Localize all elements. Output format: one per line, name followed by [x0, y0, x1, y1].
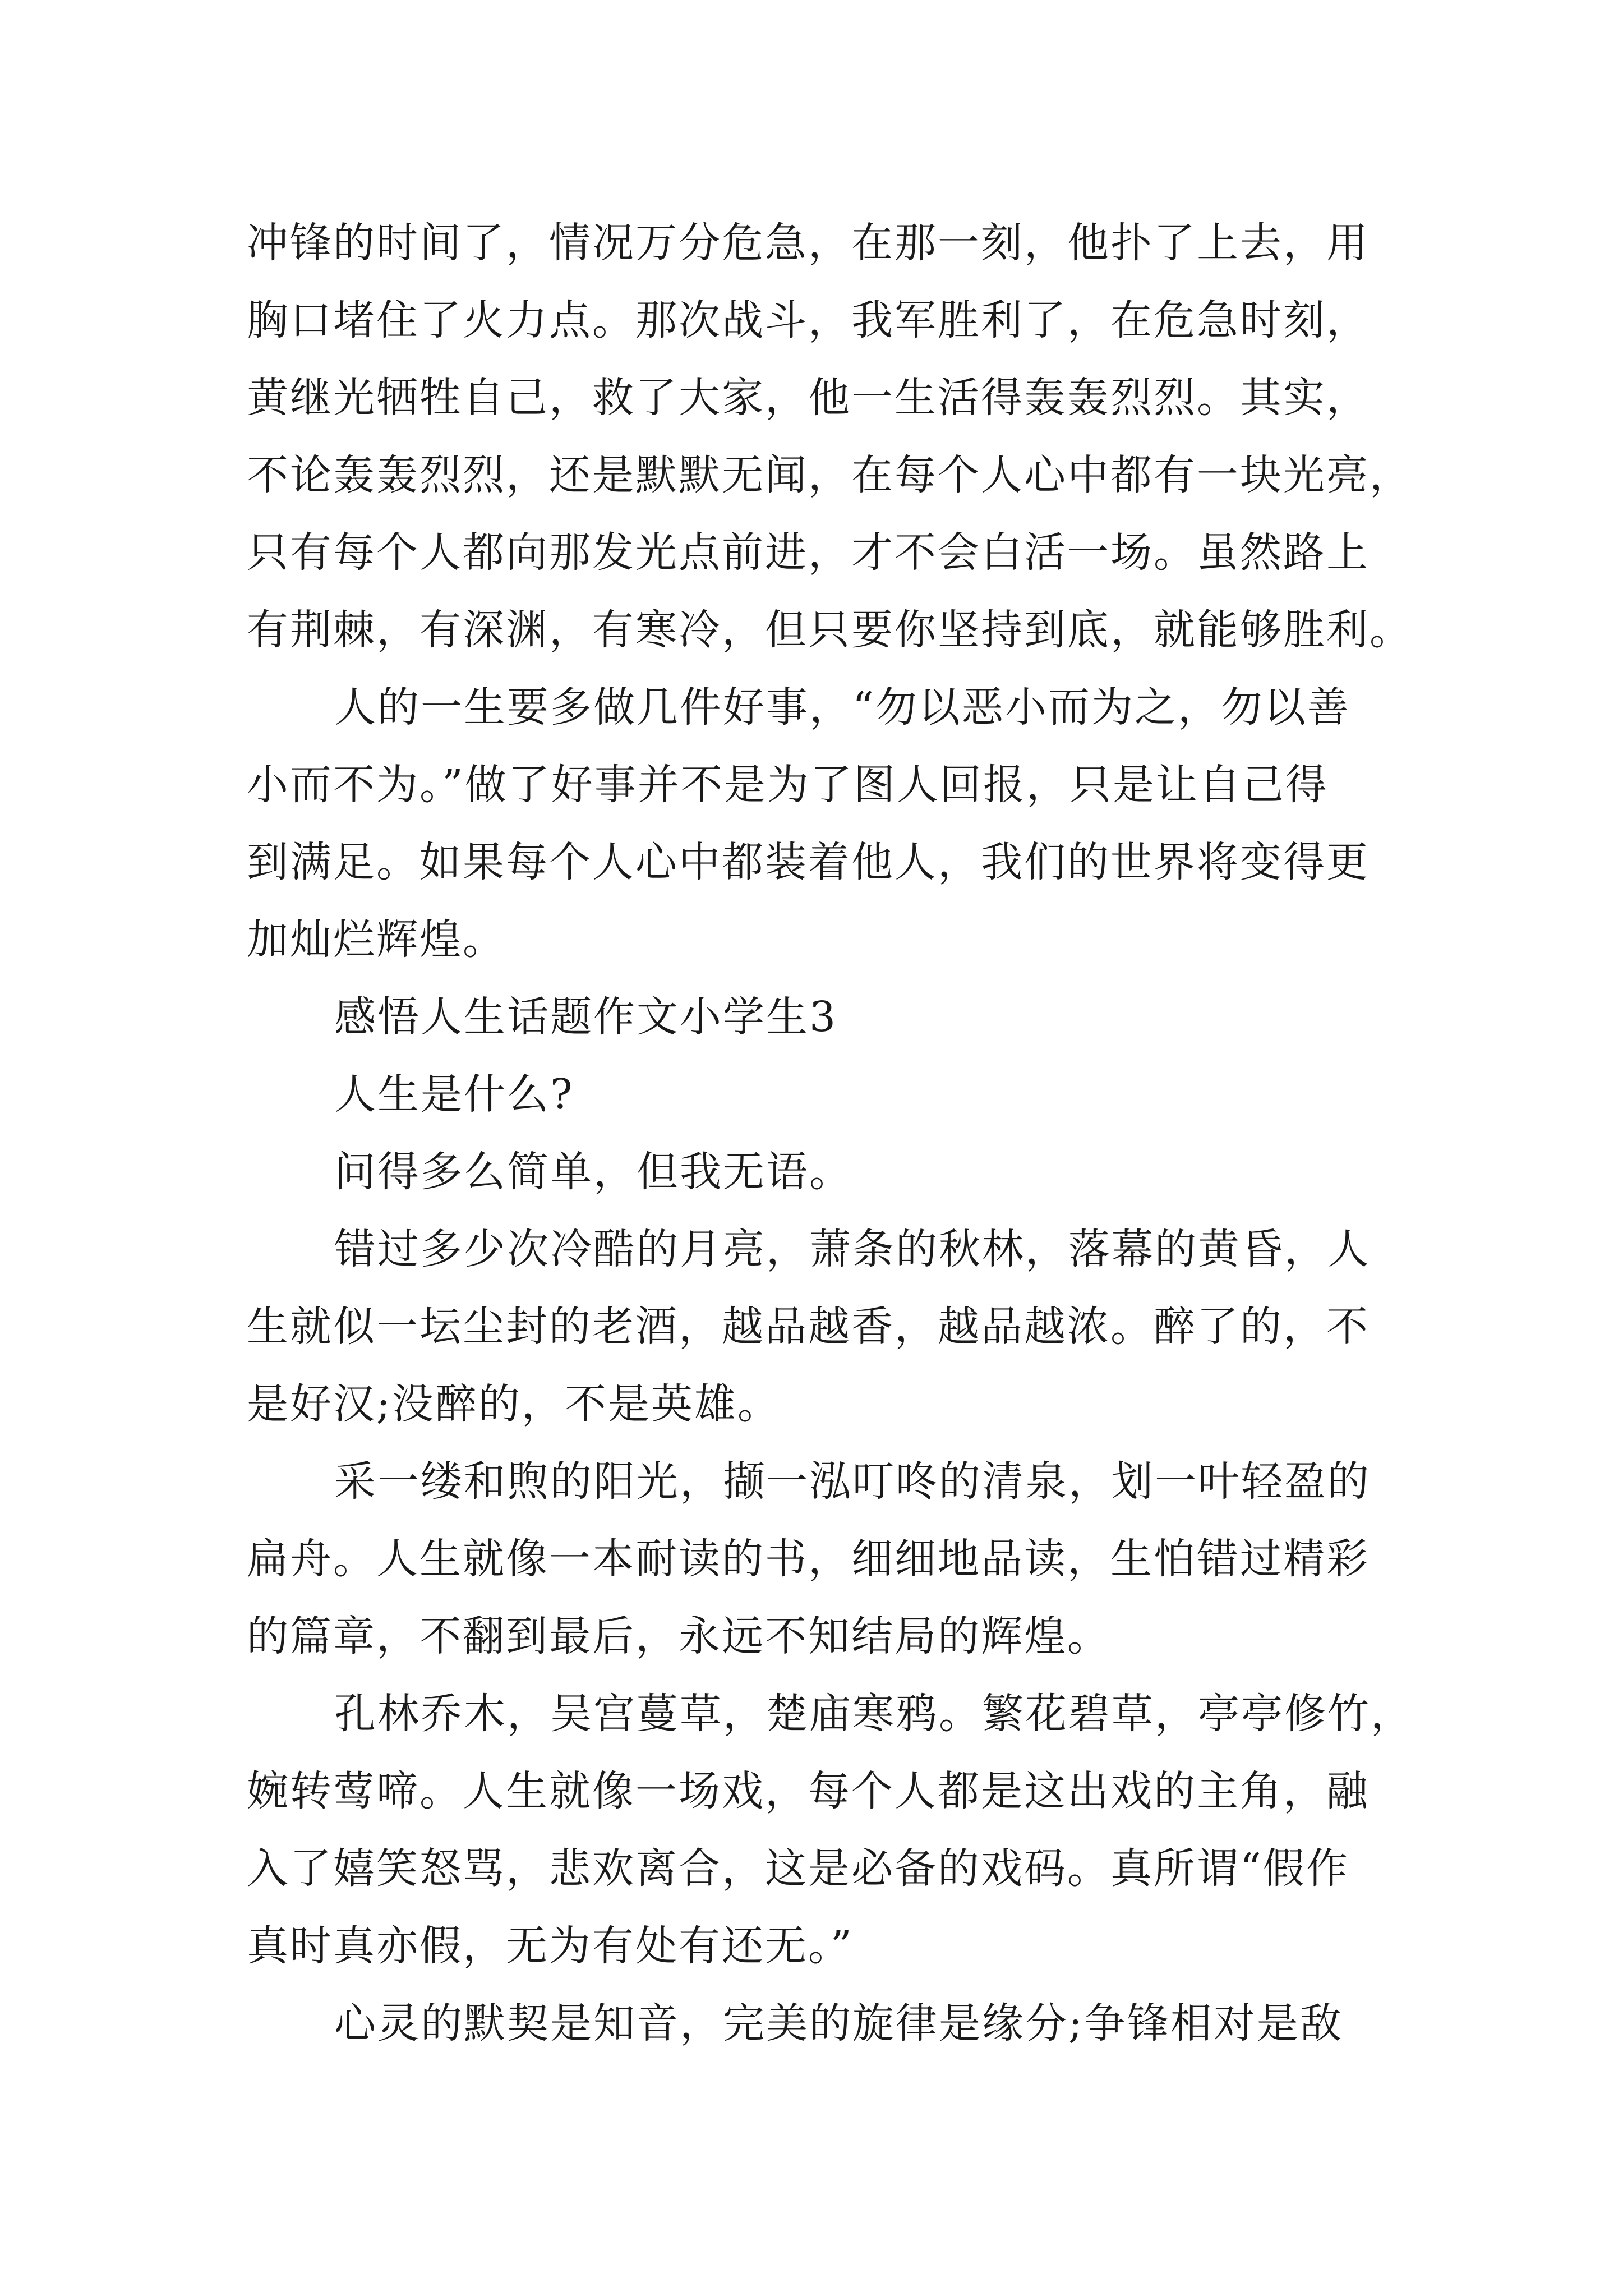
paragraph-first-line: 人的一生要多做几件好事，“勿以恶小而为之，勿以善	[334, 683, 1350, 731]
paragraph-first-line: 人生是什么?	[334, 1070, 574, 1119]
text-line: 冲锋的时间了，情况万分危急，在那一刻，他扑了上去，用	[247, 219, 1370, 267]
text-line: 扁舟。人生就像一本耐读的书，细细地品读，生怕错过精彩	[247, 1535, 1370, 1583]
text-line: 真时真亦假，无为有处有还无。”	[247, 1922, 854, 1970]
paragraph-first-line: 心灵的默契是知音，完美的旋律是缘分;争锋相对是敌	[334, 1999, 1343, 2047]
text-line: 小而不为。”做了好事并不是为了图人回报，只是让自己得	[247, 761, 1329, 809]
text-line: 不论轰轰烈烈，还是默默无闻，在每个人心中都有一块光亮，	[247, 451, 1413, 499]
text-line: 加灿烂辉煌。	[247, 915, 506, 964]
text-line: 入了嬉笑怒骂，悲欢离合，这是必备的戏码。真所谓“假作	[247, 1844, 1349, 1893]
paragraph-first-line: 孔林乔木，吴宫蔓草，楚庙寒鸦。繁花碧草，亭亭修竹，	[334, 1690, 1414, 1738]
text-line: 是好汉;没醉的，不是英雄。	[247, 1380, 781, 1428]
text-line: 生就似一坛尘封的老酒，越品越香，越品越浓。醉了的，不	[247, 1303, 1370, 1351]
paragraph-first-line: 问得多么简单，但我无语。	[334, 1148, 852, 1196]
section-title: 感悟人生话题作文小学生3	[334, 993, 838, 1041]
text-line: 到满足。如果每个人心中都装着他人，我们的世界将变得更	[247, 838, 1370, 886]
text-line: 的篇章，不翻到最后，永远不知结局的辉煌。	[247, 1612, 1110, 1660]
text-line: 黄继光牺牲自己，救了大家，他一生活得轰轰烈烈。其实，	[247, 374, 1370, 422]
text-line: 胸口堵住了火力点。那次战斗，我军胜利了，在危急时刻，	[247, 296, 1370, 344]
text-line: 只有每个人都向那发光点前进，才不会白活一场。虽然路上	[247, 528, 1370, 577]
paragraph-first-line: 采一缕和煦的阳光，撷一泓叮咚的清泉，划一叶轻盈的	[334, 1457, 1371, 1506]
text-line: 婉转莺啼。人生就像一场戏，每个人都是这出戏的主角，融	[247, 1767, 1370, 1815]
paragraph-first-line: 错过多少次冷酷的月亮，萧条的秋林，落幕的黄昏，人	[334, 1225, 1371, 1273]
text-line: 有荆棘，有深渊，有寒冷，但只要你坚持到底，就能够胜利。	[247, 606, 1413, 654]
